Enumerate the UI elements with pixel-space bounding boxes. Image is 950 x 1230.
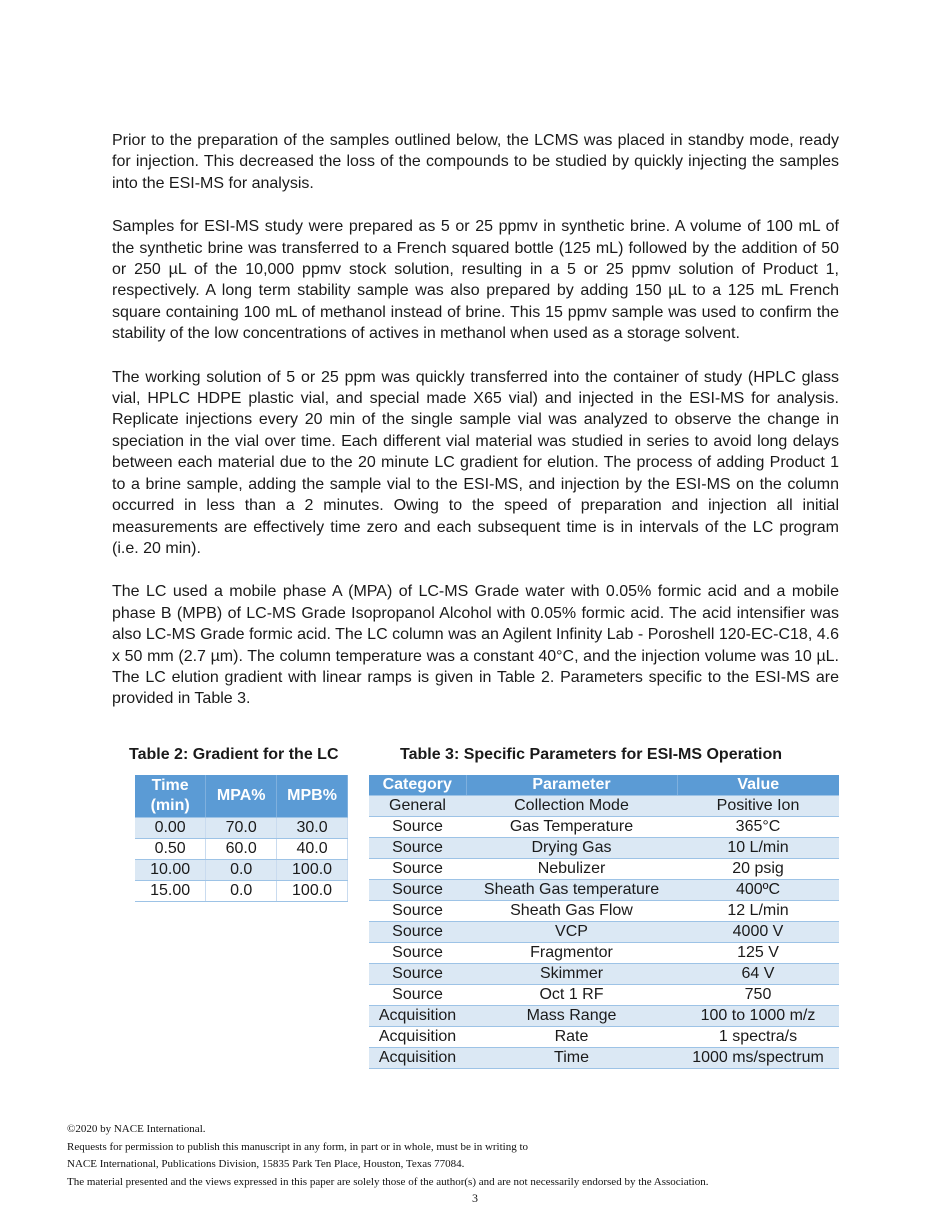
table-cell: 12 L/min	[677, 901, 839, 922]
paragraph: Samples for ESI-MS study were prepared as 5 or 25 ppmv in synthetic brine. A volume of 100 mL of the synthetic brine was transferred to a French squared bottle (125 mL) followed by the addition of 50 or 250 µL of the 10,000 ppmv stock solution, resulting in a 5 or 25 ppmv solution of Product 1, respectively. A long term stability sample was also prepared by adding 150 µL to a 125 mL French square containing 100 mL of methanol instead of brine. This 15 ppmv sample was used to confirm the stability of the low concentrations of actives in methanol when used as a storage solvent.	[112, 218, 839, 343]
table-cell: Source	[369, 901, 466, 922]
disclaimer: The material presented and the views expressed in this paper are solely those of the author(s) and are not necessarily endorsed by the Association.	[67, 1175, 709, 1188]
table-cell: General	[369, 796, 466, 817]
column-header: Category	[369, 775, 466, 796]
table-cell: Acquisition	[369, 1027, 466, 1048]
table-row	[369, 1027, 839, 1048]
table-cell: Sheath Gas Flow	[466, 901, 677, 922]
table-header-row	[369, 775, 839, 796]
table-cell: 365°C	[677, 817, 839, 838]
paragraph: The LC used a mobile phase A (MPA) of LC-MS Grade water with 0.05% formic acid and a mobile phase B (MPB) of LC-MS Grade Isopropanol Alcohol with 0.05% formic acid. The acid intensifier was also LC-MS Grade formic acid. The LC column was an Agilent Infinity Lab - Poroshell 120-EC-C18, 4.6 x 50 mm (2.7 µm). The column temperature was a constant 40°C, and the injection volume was 10 µL. The LC elution gradient with linear ramps is given in Table 2. Parameters specific to the ESI-MS are provided in Table 3.	[112, 583, 839, 708]
table-cell: Sheath Gas temperature	[466, 880, 677, 901]
table-cell: Time	[466, 1048, 677, 1069]
table-row	[135, 860, 348, 881]
esi-ms-parameters-table	[369, 775, 839, 1069]
table-cell: Drying Gas	[466, 838, 677, 859]
table-cell: 0.0	[206, 860, 277, 881]
table-row	[135, 881, 348, 902]
footer	[67, 1121, 708, 1191]
table-cell: Source	[369, 964, 466, 985]
table-row	[369, 964, 839, 985]
table-row	[135, 839, 348, 860]
table-cell: 100 to 1000 m/z	[677, 1006, 839, 1027]
table-cell: Gas Temperature	[466, 817, 677, 838]
table-row	[369, 985, 839, 1006]
table-cell: 400ºC	[677, 880, 839, 901]
table-cell: 30.0	[277, 818, 348, 839]
table3-caption: Table 3: Specific Parameters for ESI-MS Operation	[400, 746, 783, 763]
table-cell: 0.50	[135, 839, 206, 860]
table-row	[369, 859, 839, 880]
page-number: 3	[472, 1191, 478, 1205]
table-cell: Source	[369, 838, 466, 859]
footer-line: NACE International, Publications Division, 15835 Park Ten Place, Houston, Texas 77084.	[67, 1158, 465, 1170]
table-cell: Skimmer	[466, 964, 677, 985]
footer-line: Requests for permission to publish this manuscript in any form, in part or in whole, must be in writing to	[67, 1140, 529, 1153]
table-header-row	[135, 775, 348, 818]
body-text	[112, 130, 839, 732]
table-row	[369, 1006, 839, 1027]
table-cell: Acquisition	[369, 1006, 466, 1027]
table-cell: Rate	[466, 1027, 677, 1048]
table-cell: 64 V	[677, 964, 839, 985]
column-header: Time (min)	[135, 775, 206, 818]
table-cell: Collection Mode	[466, 796, 677, 817]
table-row	[369, 796, 839, 817]
table-cell: 125 V	[677, 943, 839, 964]
table-cell: Source	[369, 817, 466, 838]
table-cell: Positive Ion	[677, 796, 839, 817]
table2-caption: Table 2: Gradient for the LC	[129, 746, 339, 763]
paragraph: Prior to the preparation of the samples outlined below, the LCMS was placed in standby mode, ready for injection. This decreased the loss of the compounds to be studied by quickly injecting the samples into the ESI-MS for analysis.	[112, 132, 839, 192]
table-cell: Nebulizer	[466, 859, 677, 880]
table-cell: 15.00	[135, 881, 206, 902]
table-row	[369, 880, 839, 901]
table-cell: 0.0	[206, 881, 277, 902]
table-row	[135, 818, 348, 839]
column-header: Parameter	[466, 775, 677, 796]
table-row	[369, 901, 839, 922]
table-cell: Fragmentor	[466, 943, 677, 964]
column-header: MPB%	[277, 775, 348, 818]
table-cell: 10 L/min	[677, 838, 839, 859]
table-cell: 100.0	[277, 881, 348, 902]
table-cell: 1000 ms/spectrum	[677, 1048, 839, 1069]
table-cell: 100.0	[277, 860, 348, 881]
column-header: Value	[677, 775, 839, 796]
gradient-table	[135, 775, 348, 902]
table-cell: 70.0	[206, 818, 277, 839]
table-cell: VCP	[466, 922, 677, 943]
table-cell: 40.0	[277, 839, 348, 860]
table-cell: Source	[369, 880, 466, 901]
table-row	[369, 838, 839, 859]
table-cell: 20 psig	[677, 859, 839, 880]
table-cell: 0.00	[135, 818, 206, 839]
table-cell: Source	[369, 859, 466, 880]
table-row	[369, 943, 839, 964]
table-row	[369, 817, 839, 838]
table-cell: Source	[369, 922, 466, 943]
table-cell: Source	[369, 943, 466, 964]
table-cell: 10.00	[135, 860, 206, 881]
table-row	[369, 922, 839, 943]
table-cell: 1 spectra/s	[677, 1027, 839, 1048]
copyright: ©2020 by NACE International.	[67, 1123, 206, 1135]
table-cell: Source	[369, 985, 466, 1006]
table-cell: Acquisition	[369, 1048, 466, 1069]
table-row	[369, 1048, 839, 1069]
column-header: MPA%	[206, 775, 277, 818]
table-cell: 750	[677, 985, 839, 1006]
table-cell: 4000 V	[677, 922, 839, 943]
table-cell: Mass Range	[466, 1006, 677, 1027]
table-cell: Oct 1 RF	[466, 985, 677, 1006]
paragraph: The working solution of 5 or 25 ppm was quickly transferred into the container of study (HPLC glass vial, HPLC HDPE plastic vial, and special made X65 vial) and injected in the ESI-MS for analysis. Replicate injections every 20 min of the single sample vial was analyzed to observe the change in speciation in the vial over time. Each different vial material was studied in series to avoid long delays between each material due to the 20 minute LC gradient for elution. The process of adding Product 1 to a brine sample, adding the sample vial to the ESI-MS, and injection by the ESI-MS on the column occurred in less than a 2 minutes. Owing to the speed of preparation and injection all initial measurements are effectively time zero and each subsequent time is in intervals of the LC program (i.e. 20 min).	[112, 368, 839, 557]
table-cell: 60.0	[206, 839, 277, 860]
